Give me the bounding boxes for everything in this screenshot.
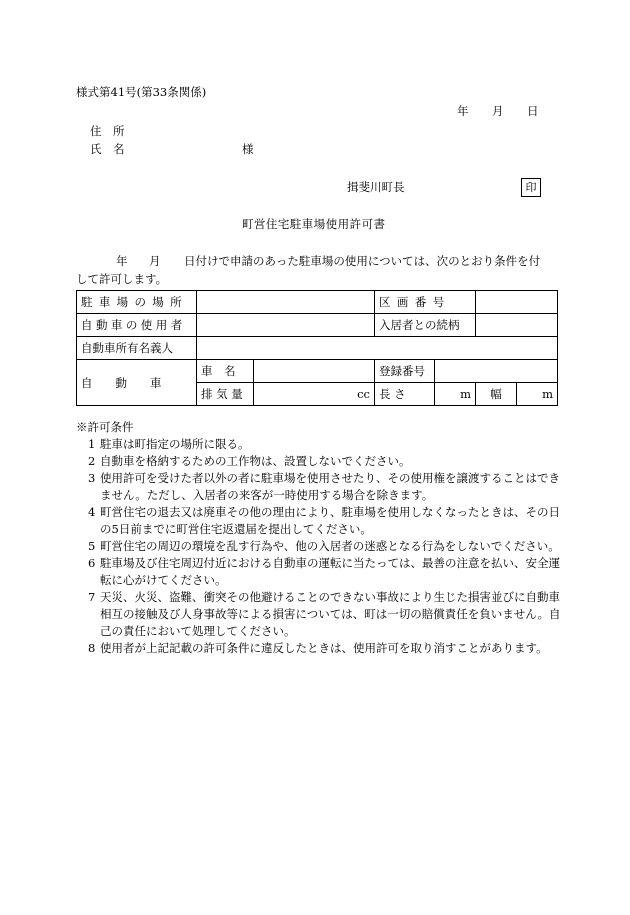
body-text-line1: 日付けで申請のあった駐車場の使用については、次のとおり条件を付 [184,254,541,268]
date-day-label: 日 [527,104,539,118]
car-name-label: 車 名 [197,360,254,383]
condition-item: 7 天災、火災、盗難、衝突その他避けることのできない事故により生じた損害並びに自動車相互の接触及び人身事故等による損害については、町は一切の賠償責任を負いません。自己の責任において処理してください。 [88,590,561,638]
parking-location-label: 駐車場の場所 [77,291,197,314]
document-title: 町営住宅駐車場使用許可書 [242,217,386,231]
vehicle-user-value [197,314,375,337]
section-number-label: 区 画 番 号 [375,291,476,314]
registration-no-value [435,360,558,383]
section-number-value [476,291,558,314]
condition-item: 1 駐車は町指定の場所に限る。 [88,437,250,451]
condition-item: 5 町営住宅の周辺の環境を乱す行為や、他の入居者の迷惑となる行為をしないでください。 [88,539,560,553]
conditions-heading: ※許可条件 [76,420,134,434]
body-month: 月 [149,254,161,268]
date-month-label: 月 [492,104,504,118]
body-text-line2: して許可します。 [76,272,168,286]
condition-item: 8 使用者が上記記載の許可条件に違反したときは、使用許可を取り消すことがあります。 [88,641,548,655]
honorific-sama: 様 [242,142,254,156]
car-name-value [254,360,375,383]
name-label: 氏 名 [90,142,125,156]
date-year-label: 年 [457,104,469,118]
width-unit: m [517,383,558,406]
owner-value [197,337,558,360]
length-unit: m [435,383,476,406]
seal-stamp-box: 印 [521,178,541,197]
registration-no-label: 登録番号 [375,360,435,383]
form-number: 様式第41号(第33条関係) [76,85,207,99]
issuer-name: 揖斐川町長 [347,180,405,194]
parking-location-value [197,291,375,314]
condition-item: 6 駐車場及び住宅周辺付近における自動車の運転に当たっては、最善の注意を払い、安全運転に心がけてください。 [88,556,560,587]
condition-item: 3 使用許可を受けた者以外の者に駐車場を使用させたり、その使用権を譲渡することはできません。ただし、入居者の来客が一時使用する場合を除きます。 [88,471,560,502]
address-label: 住 所 [90,124,125,138]
length-label: 長 さ [375,383,435,406]
condition-item: 4 町営住宅の退去又は廃車その他の理由により、駐車場を使用しなくなったときは、その日の5日前までに町営住宅返還届を提出してください。 [88,505,560,536]
displacement-unit: cc [254,383,375,406]
condition-item: 2 自動車を格納するための工作物は、設置しないでください。 [88,454,411,468]
owner-label: 自動車所有名義人 [77,337,197,360]
relation-label: 入居者との続柄 [375,314,476,337]
body-year: 年 [116,254,128,268]
width-label: 幅 [476,383,517,406]
vehicle-label: 自 動 車 [77,360,197,406]
relation-value [476,314,558,337]
permit-table [76,290,558,406]
conditions-section [76,419,561,657]
displacement-label: 排 気 量 [197,383,254,406]
vehicle-user-label: 自動車の使用者 [77,314,197,337]
